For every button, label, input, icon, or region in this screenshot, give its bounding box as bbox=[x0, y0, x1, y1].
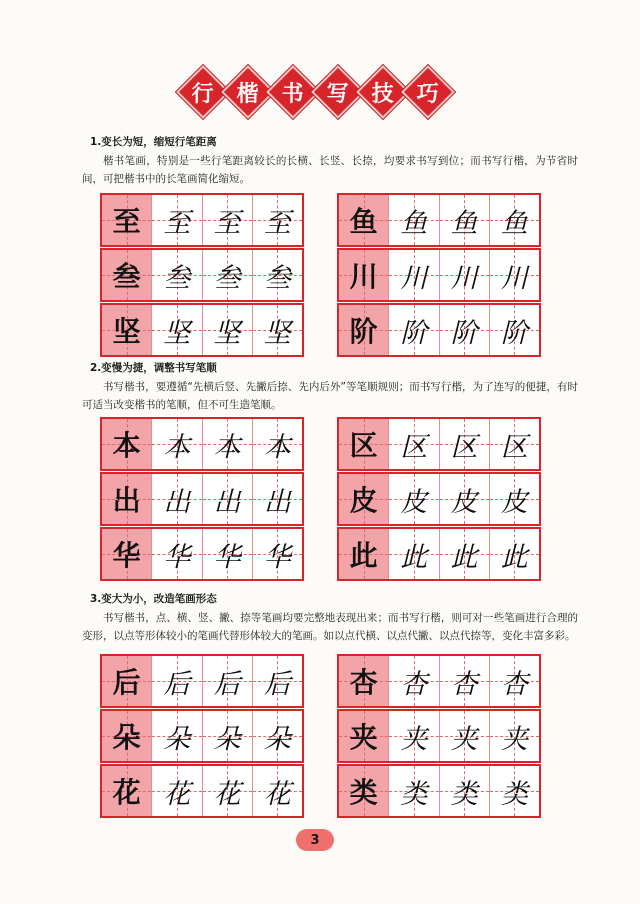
standard-char-cell-char: 叁 bbox=[112, 260, 141, 293]
cursive-char-cell bbox=[388, 250, 438, 300]
cursive-char-cell bbox=[151, 250, 201, 300]
cursive-char-cell bbox=[202, 656, 252, 706]
cursive-char-cell bbox=[202, 419, 252, 469]
cursive-char-cell-char: 出 bbox=[163, 486, 191, 518]
cursive-char-cell-char: 皮 bbox=[450, 486, 478, 518]
cursive-char-cell-char: 华 bbox=[213, 541, 241, 573]
cursive-char-cell bbox=[489, 250, 539, 300]
standard-char-cell-char: 阶 bbox=[349, 315, 378, 348]
title-tile: 巧 bbox=[401, 65, 455, 119]
page-title bbox=[184, 73, 447, 111]
cursive-char-cell bbox=[439, 250, 489, 300]
standard-char-cell bbox=[102, 305, 151, 355]
cursive-char-cell-char: 至 bbox=[163, 207, 191, 239]
standard-char-cell bbox=[339, 305, 388, 355]
cursive-char-cell-char: 后 bbox=[263, 668, 291, 700]
cursive-char-cell-char: 坚 bbox=[263, 317, 291, 349]
cursive-char-cell-char: 后 bbox=[163, 668, 191, 700]
section-heading: 2.变慢为捷，调整书写笔顺 bbox=[90, 362, 217, 374]
cursive-char-cell-char: 夹 bbox=[450, 723, 478, 755]
cursive-char-cell-char: 川 bbox=[400, 262, 428, 294]
practice-card bbox=[337, 303, 541, 357]
standard-char-cell-char: 鱼 bbox=[349, 205, 378, 238]
standard-char-cell-char: 皮 bbox=[349, 484, 378, 517]
cursive-char-cell bbox=[388, 305, 438, 355]
cursive-char-cell-char: 类 bbox=[450, 778, 478, 810]
cursive-char-cell-char: 叁 bbox=[263, 262, 291, 294]
cursive-char-cell bbox=[489, 305, 539, 355]
cursive-char-cell bbox=[151, 195, 201, 245]
practice-card bbox=[337, 417, 541, 471]
cursive-char-cell bbox=[202, 711, 252, 761]
cursive-char-cell bbox=[439, 419, 489, 469]
section-paragraph: 书写楷书，点、横、竖、撇、捺等笔画均要完整地表现出来；而书写行楷，则可对一些笔画进行合理的变形，以点等形体较小的笔画代替形体较大的笔画。如以点代横、以点代撇、以点代捺等，变化丰富多彩。 bbox=[82, 612, 578, 642]
cursive-char-cell bbox=[151, 766, 201, 816]
cursive-char-cell bbox=[388, 711, 438, 761]
practice-card bbox=[100, 417, 304, 471]
cursive-char-cell bbox=[439, 529, 489, 579]
section-heading: 1.变长为短，缩短行笔距离 bbox=[90, 136, 217, 148]
cursive-char-cell-char: 类 bbox=[400, 778, 428, 810]
cursive-char-cell-char: 朵 bbox=[163, 723, 191, 755]
standard-char-cell-char: 花 bbox=[112, 776, 141, 809]
standard-char-cell-char: 夹 bbox=[349, 721, 378, 754]
practice-card bbox=[337, 654, 541, 708]
cursive-char-cell bbox=[202, 766, 252, 816]
cursive-char-cell-char: 叁 bbox=[163, 262, 191, 294]
standard-char-cell-char: 朵 bbox=[112, 721, 141, 754]
cursive-char-cell bbox=[439, 766, 489, 816]
cursive-char-cell bbox=[151, 656, 201, 706]
cursive-char-cell-char: 杏 bbox=[400, 668, 428, 700]
cursive-char-cell bbox=[489, 419, 539, 469]
cursive-char-cell-char: 此 bbox=[400, 541, 428, 573]
standard-char-cell bbox=[102, 766, 151, 816]
cursive-char-cell bbox=[151, 305, 201, 355]
cursive-char-cell-char: 鱼 bbox=[450, 207, 478, 239]
cursive-char-cell-char: 区 bbox=[500, 431, 528, 463]
practice-card bbox=[100, 303, 304, 357]
practice-card bbox=[337, 709, 541, 763]
cursive-char-cell-char: 杏 bbox=[450, 668, 478, 700]
cursive-char-cell-char: 阶 bbox=[500, 317, 528, 349]
practice-card bbox=[337, 193, 541, 247]
cursive-char-cell-char: 坚 bbox=[213, 317, 241, 349]
section-paragraph: 书写楷书，要遵循“先横后竖、先撇后捺、先内后外”等笔顺规则；而书写行楷，为了连写的便捷，有时可适当改变楷书的笔顺，但不可生造笔顺。 bbox=[82, 381, 578, 411]
standard-char-cell-char: 川 bbox=[349, 260, 378, 293]
practice-card bbox=[100, 764, 304, 818]
section-paragraph: 楷书笔画，特别是一些行笔距离较长的长横、长竖、长捺，均要求书写到位；而书写行楷，为节省时间，可把楷书中的长笔画简化缩短。 bbox=[82, 155, 578, 185]
cursive-char-cell bbox=[439, 305, 489, 355]
cursive-char-cell bbox=[252, 305, 302, 355]
title-tile: 行 bbox=[176, 65, 230, 119]
cursive-char-cell-char: 花 bbox=[163, 778, 191, 810]
cursive-char-cell bbox=[202, 250, 252, 300]
practice-card bbox=[337, 248, 541, 302]
standard-char-cell-char: 至 bbox=[112, 205, 141, 238]
cursive-char-cell-char: 叁 bbox=[213, 262, 241, 294]
cursive-char-cell-char: 此 bbox=[450, 541, 478, 573]
standard-char-cell-char: 出 bbox=[112, 484, 141, 517]
standard-char-cell bbox=[102, 529, 151, 579]
practice-card bbox=[100, 654, 304, 708]
cursive-char-cell bbox=[202, 305, 252, 355]
cursive-char-cell bbox=[252, 419, 302, 469]
cursive-char-cell-char: 出 bbox=[263, 486, 291, 518]
cursive-char-cell bbox=[388, 529, 438, 579]
cursive-char-cell bbox=[151, 474, 201, 524]
cursive-char-cell-char: 花 bbox=[263, 778, 291, 810]
standard-char-cell bbox=[339, 195, 388, 245]
standard-char-cell-char: 坚 bbox=[112, 315, 141, 348]
cursive-char-cell-char: 此 bbox=[500, 541, 528, 573]
section-heading: 3.变大为小，改造笔画形态 bbox=[90, 593, 217, 605]
standard-char-cell-char: 此 bbox=[349, 539, 378, 572]
cursive-char-cell-char: 川 bbox=[450, 262, 478, 294]
cursive-char-cell bbox=[439, 474, 489, 524]
cursive-char-cell-char: 夹 bbox=[400, 723, 428, 755]
standard-char-cell bbox=[339, 250, 388, 300]
cursive-char-cell bbox=[489, 711, 539, 761]
standard-char-cell-char: 杏 bbox=[349, 666, 378, 699]
cursive-char-cell bbox=[439, 195, 489, 245]
standard-char-cell bbox=[339, 656, 388, 706]
standard-char-cell bbox=[102, 419, 151, 469]
practice-card bbox=[337, 527, 541, 581]
cursive-char-cell-char: 花 bbox=[213, 778, 241, 810]
cursive-char-cell bbox=[252, 250, 302, 300]
cursive-char-cell-char: 朵 bbox=[263, 723, 291, 755]
cursive-char-cell bbox=[252, 529, 302, 579]
cursive-char-cell bbox=[252, 766, 302, 816]
cursive-char-cell-char: 坚 bbox=[163, 317, 191, 349]
cursive-char-cell-char: 阶 bbox=[450, 317, 478, 349]
cursive-char-cell-char: 本 bbox=[263, 431, 291, 463]
cursive-char-cell bbox=[202, 474, 252, 524]
cursive-char-cell bbox=[252, 711, 302, 761]
cursive-char-cell bbox=[489, 656, 539, 706]
cursive-char-cell-char: 鱼 bbox=[400, 207, 428, 239]
cursive-char-cell-char: 本 bbox=[213, 431, 241, 463]
cursive-char-cell bbox=[489, 474, 539, 524]
cursive-char-cell-char: 杏 bbox=[500, 668, 528, 700]
cursive-char-cell-char: 朵 bbox=[213, 723, 241, 755]
standard-char-cell-char: 类 bbox=[349, 776, 378, 809]
cursive-char-cell bbox=[388, 656, 438, 706]
cursive-char-cell-char: 区 bbox=[400, 431, 428, 463]
cursive-char-cell bbox=[202, 195, 252, 245]
cursive-char-cell-char: 出 bbox=[213, 486, 241, 518]
cursive-char-cell bbox=[388, 195, 438, 245]
standard-char-cell bbox=[102, 195, 151, 245]
cursive-char-cell-char: 至 bbox=[213, 207, 241, 239]
practice-card bbox=[337, 764, 541, 818]
cursive-char-cell-char: 阶 bbox=[400, 317, 428, 349]
cursive-char-cell bbox=[439, 711, 489, 761]
cursive-char-cell-char: 皮 bbox=[500, 486, 528, 518]
standard-char-cell bbox=[339, 419, 388, 469]
standard-char-cell bbox=[102, 656, 151, 706]
cursive-char-cell bbox=[439, 656, 489, 706]
cursive-char-cell-char: 类 bbox=[500, 778, 528, 810]
title-tile: 写 bbox=[311, 65, 365, 119]
cursive-char-cell-char: 鱼 bbox=[500, 207, 528, 239]
standard-char-cell bbox=[339, 766, 388, 816]
cursive-char-cell bbox=[489, 195, 539, 245]
cursive-char-cell-char: 华 bbox=[263, 541, 291, 573]
standard-char-cell bbox=[339, 711, 388, 761]
standard-char-cell bbox=[102, 474, 151, 524]
cursive-char-cell-char: 夹 bbox=[500, 723, 528, 755]
title-tile: 书 bbox=[266, 65, 320, 119]
cursive-char-cell-char: 后 bbox=[213, 668, 241, 700]
cursive-char-cell bbox=[151, 529, 201, 579]
standard-char-cell-char: 区 bbox=[349, 429, 378, 462]
practice-card bbox=[337, 472, 541, 526]
cursive-char-cell bbox=[252, 195, 302, 245]
title-tile: 楷 bbox=[221, 65, 275, 119]
standard-char-cell-char: 本 bbox=[112, 429, 141, 462]
practice-card bbox=[100, 248, 304, 302]
standard-char-cell bbox=[102, 250, 151, 300]
cursive-char-cell-char: 华 bbox=[163, 541, 191, 573]
cursive-char-cell bbox=[489, 766, 539, 816]
standard-char-cell-char: 后 bbox=[112, 666, 141, 699]
cursive-char-cell bbox=[252, 656, 302, 706]
standard-char-cell bbox=[339, 529, 388, 579]
standard-char-cell bbox=[339, 474, 388, 524]
cursive-char-cell bbox=[388, 474, 438, 524]
cursive-char-cell-char: 区 bbox=[450, 431, 478, 463]
cursive-char-cell bbox=[151, 419, 201, 469]
practice-card bbox=[100, 472, 304, 526]
cursive-char-cell bbox=[252, 474, 302, 524]
page-number-badge: 3 bbox=[296, 829, 334, 851]
cursive-char-cell-char: 本 bbox=[163, 431, 191, 463]
cursive-char-cell-char: 至 bbox=[263, 207, 291, 239]
cursive-char-cell-char: 皮 bbox=[400, 486, 428, 518]
title-tile: 技 bbox=[356, 65, 410, 119]
cursive-char-cell bbox=[151, 711, 201, 761]
practice-card bbox=[100, 709, 304, 763]
practice-card bbox=[100, 527, 304, 581]
standard-char-cell bbox=[102, 711, 151, 761]
practice-card bbox=[100, 193, 304, 247]
standard-char-cell-char: 华 bbox=[112, 539, 141, 572]
cursive-char-cell bbox=[489, 529, 539, 579]
cursive-char-cell bbox=[202, 529, 252, 579]
cursive-char-cell bbox=[388, 766, 438, 816]
cursive-char-cell-char: 川 bbox=[500, 262, 528, 294]
cursive-char-cell bbox=[388, 419, 438, 469]
